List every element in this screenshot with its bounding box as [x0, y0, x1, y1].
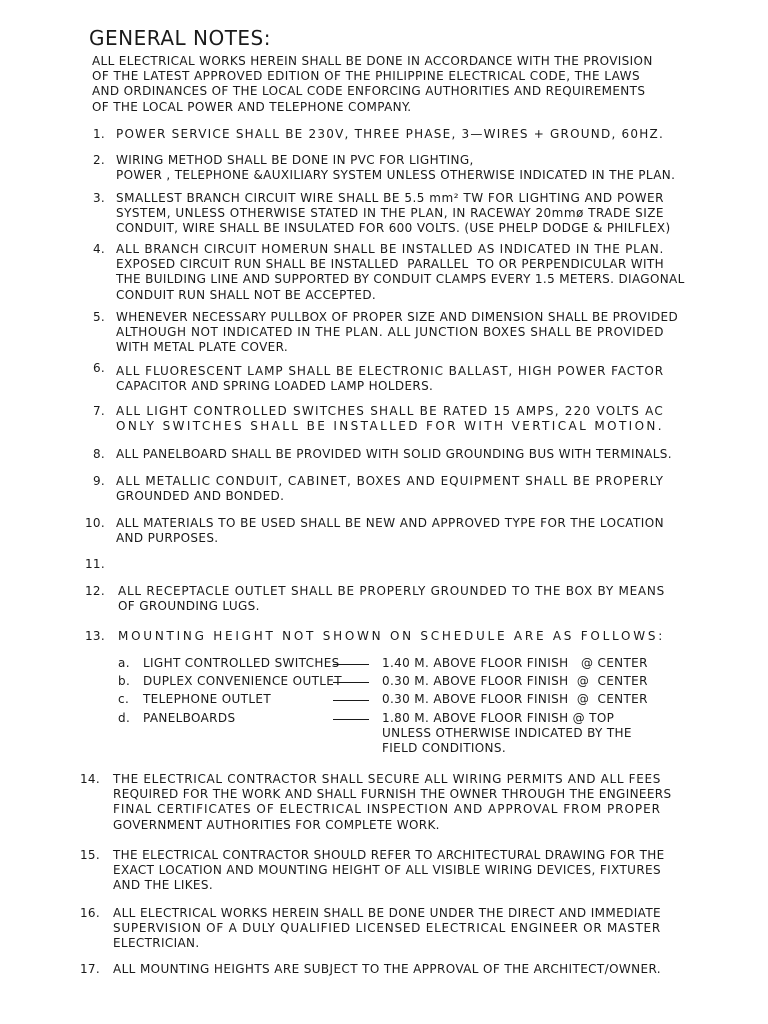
note-line: THE ELECTRICAL CONTRACTOR SHOULD REFER TO ARCHITECTURAL DRAWING FOR THE: [113, 848, 665, 862]
note-line: ONLY SWITCHES SHALL BE INSTALLED FOR WITH VERTICAL MOTION.: [116, 419, 664, 434]
schedule-letter: c.: [118, 692, 130, 706]
note-line: SYSTEM, UNLESS OTHERWISE STATED IN THE PLAN, IN RACEWAY 20mmø TRADE SIZE: [116, 206, 664, 221]
schedule-item: PANELBOARDS: [143, 711, 236, 725]
note-line: POWER , TELEPHONE &AUXILIARY SYSTEM UNLESS OTHERWISE INDICATED IN THE PLAN.: [116, 168, 676, 183]
note-line: THE BUILDING LINE AND SUPPORTED BY CONDUIT CLAMPS EVERY 1.5 METERS. DIAGONAL: [116, 272, 685, 287]
schedule-letter: a.: [118, 656, 130, 670]
note-number: 16.: [80, 906, 100, 920]
note-line: AND PURPOSES.: [116, 531, 219, 546]
note-number: 5.: [93, 310, 106, 324]
note-number: 4.: [93, 242, 106, 256]
schedule-value: 0.30 M. ABOVE FLOOR FINISH @ CENTER: [382, 692, 648, 706]
note-line: GROUNDED AND BONDED.: [116, 489, 285, 504]
note-line: MOUNTING HEIGHT NOT SHOWN ON SCHEDULE ARE AS FOLLOWS:: [118, 629, 665, 643]
note-line: ALL RECEPTACLE OUTLET SHALL BE PROPERLY GROUNDED TO THE BOX BY MEANS: [118, 584, 665, 598]
note-line: WHENEVER NECESSARY PULLBOX OF PROPER SIZE AND DIMENSION SHALL BE PROVIDED: [116, 310, 679, 324]
note-line: ALL PANELBOARD SHALL BE PROVIDED WITH SOLID GROUNDING BUS WITH TERMINALS.: [116, 447, 672, 461]
note-line: CONDUIT, WIRE SHALL BE INSULATED FOR 600 VOLTS. (USE PHELP DODGE & PHILFLEX): [116, 221, 671, 236]
note-line: ELECTRICIAN.: [113, 936, 200, 951]
intro-line: AND ORDINANCES OF THE LOCAL CODE ENFORCING AUTHORITIES AND REQUIREMENTS: [92, 84, 646, 99]
note-line: GOVERNMENT AUTHORITIES FOR COMPLETE WORK.: [113, 817, 440, 832]
note-number: 14.: [80, 772, 100, 786]
note-line: THE ELECTRICAL CONTRACTOR SHALL SECURE ALL WIRING PERMITS AND ALL FEES: [113, 772, 661, 786]
note-line: AND THE LIKES.: [113, 878, 213, 893]
note-number: 15.: [80, 848, 100, 862]
note-number: 10.: [85, 516, 105, 530]
note-number: 8.: [93, 447, 106, 461]
intro-line: OF THE LOCAL POWER AND TELEPHONE COMPANY.: [92, 99, 412, 114]
schedule-letter: d.: [118, 711, 131, 725]
leader-dash: [333, 700, 369, 701]
note-line: ALL ELECTRICAL WORKS HEREIN SHALL BE DONE UNDER THE DIRECT AND IMMEDIATE: [113, 906, 661, 920]
note-number: 17.: [80, 962, 100, 976]
note-number: 7.: [93, 404, 106, 418]
note-line: ALL LIGHT CONTROLLED SWITCHES SHALL BE RATED 15 AMPS, 220 VOLTS AC: [116, 404, 664, 418]
leader-dash: [333, 682, 369, 683]
note-number: 1.: [93, 127, 106, 141]
note-line: REQUIRED FOR THE WORK AND SHALL FURNISH THE OWNER THROUGH THE ENGINEERS: [113, 787, 672, 802]
note-line: ALL FLUORESCENT LAMP SHALL BE ELECTRONIC BALLAST, HIGH POWER FACTOR: [116, 364, 664, 378]
schedule-value-continued: UNLESS OTHERWISE INDICATED BY THE: [382, 726, 632, 741]
schedule-value: 1.80 M. ABOVE FLOOR FINISH @ TOP: [382, 711, 615, 725]
note-line: CAPACITOR AND SPRING LOADED LAMP HOLDERS.: [116, 379, 434, 394]
note-number: 6.: [93, 361, 106, 375]
leader-dash: [333, 664, 369, 665]
note-line: ALL MOUNTING HEIGHTS ARE SUBJECT TO THE APPROVAL OF THE ARCHITECT/OWNER.: [113, 962, 661, 976]
note-line: ALL METALLIC CONDUIT, CABINET, BOXES AND EQUIPMENT SHALL BE PROPERLY: [116, 474, 664, 488]
schedule-letter: b.: [118, 674, 131, 688]
note-line: FINAL CERTIFICATES OF ELECTRICAL INSPECTION AND APPROVAL FROM PROPER: [113, 802, 661, 817]
schedule-value: 1.40 M. ABOVE FLOOR FINISH @ CENTER: [382, 656, 648, 670]
note-line: CONDUIT RUN SHALL NOT BE ACCEPTED.: [116, 287, 377, 302]
intro-line: OF THE LATEST APPROVED EDITION OF THE PHILIPPINE ELECTRICAL CODE, THE LAWS: [92, 69, 640, 84]
note-number: 2.: [93, 153, 106, 167]
leader-dash: [333, 719, 369, 720]
page-title: GENERAL NOTES:: [89, 26, 271, 50]
note-line: EXPOSED CIRCUIT RUN SHALL BE INSTALLED PARALLEL TO OR PERPENDICULAR WITH: [116, 257, 664, 272]
schedule-value-continued: FIELD CONDITIONS.: [382, 741, 507, 756]
schedule-item: DUPLEX CONVENIENCE OUTLET: [143, 674, 342, 688]
schedule-value: 0.30 M. ABOVE FLOOR FINISH @ CENTER: [382, 674, 648, 688]
note-number: 13.: [85, 629, 105, 643]
note-line: ALL MATERIALS TO BE USED SHALL BE NEW AND APPROVED TYPE FOR THE LOCATION: [116, 516, 664, 530]
note-line: WIRING METHOD SHALL BE DONE IN PVC FOR LIGHTING,: [116, 153, 474, 167]
note-line: OF GROUNDING LUGS.: [118, 599, 260, 614]
note-line: WITH METAL PLATE COVER.: [116, 340, 288, 355]
note-line: ALTHOUGH NOT INDICATED IN THE PLAN. ALL JUNCTION BOXES SHALL BE PROVIDED: [116, 325, 664, 340]
schedule-item: TELEPHONE OUTLET: [143, 692, 272, 706]
intro-line: ALL ELECTRICAL WORKS HEREIN SHALL BE DONE IN ACCORDANCE WITH THE PROVISION: [92, 54, 653, 68]
note-line: SUPERVISION OF A DULY QUALIFIED LICENSED ELECTRICAL ENGINEER OR MASTER: [113, 921, 661, 936]
note-line: ALL BRANCH CIRCUIT HOMERUN SHALL BE INSTALLED AS INDICATED IN THE PLAN.: [116, 242, 664, 256]
note-number: 11.: [85, 557, 105, 571]
note-line: SMALLEST BRANCH CIRCUIT WIRE SHALL BE 5.5 mm² TW FOR LIGHTING AND POWER: [116, 191, 664, 205]
note-number: 9.: [93, 474, 106, 488]
note-line: POWER SERVICE SHALL BE 230V, THREE PHASE, 3—WIRES + GROUND, 60HZ.: [116, 127, 664, 141]
note-number: 3.: [93, 191, 106, 205]
note-number: 12.: [85, 584, 105, 598]
schedule-item: LIGHT CONTROLLED SWITCHES: [143, 656, 340, 670]
note-line: EXACT LOCATION AND MOUNTING HEIGHT OF ALL VISIBLE WIRING DEVICES, FIXTURES: [113, 863, 661, 878]
